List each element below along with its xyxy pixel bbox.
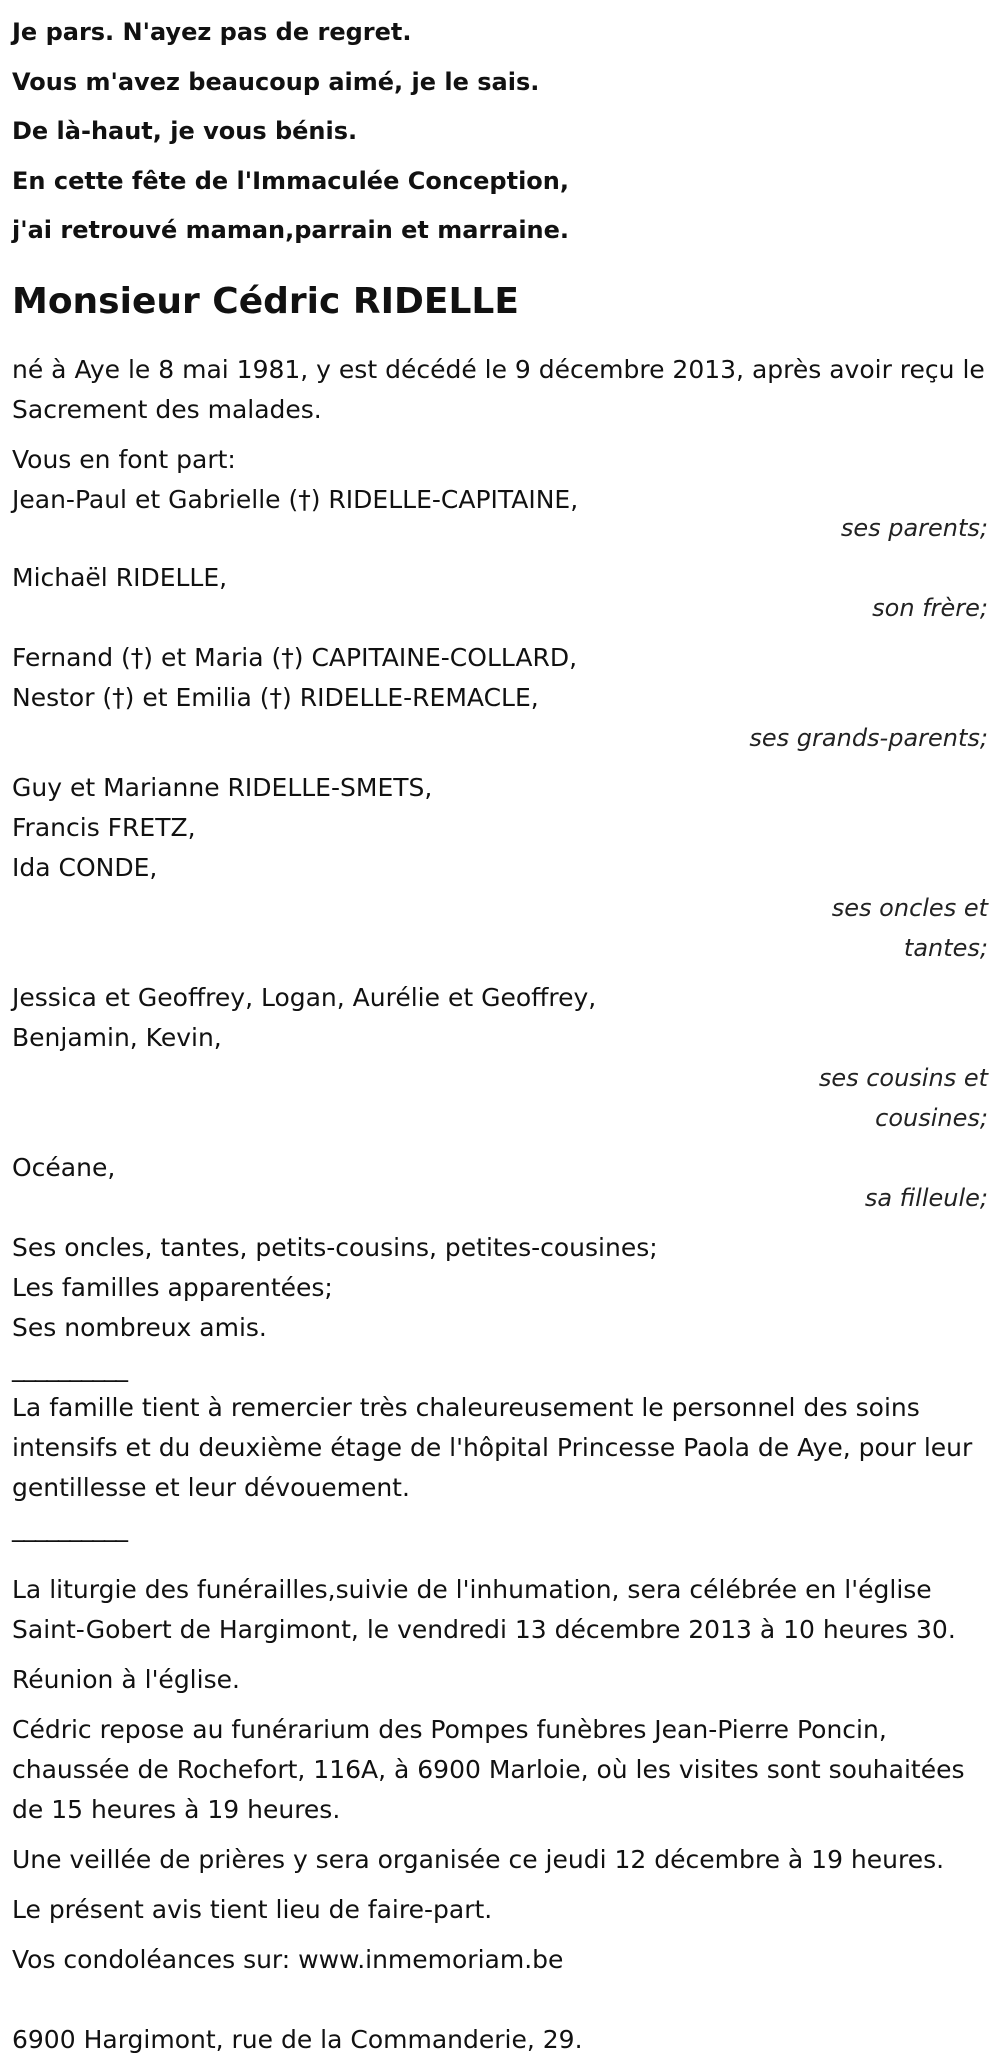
- others-line: Ses nombreux amis.: [12, 1312, 267, 1342]
- family-relation: sa filleule;: [864, 1183, 988, 1212]
- others-list: [12, 1228, 988, 1348]
- poem-line: Vous m'avez beaucoup aimé, je le sais.: [12, 67, 540, 96]
- family-relation: [788, 1058, 988, 1138]
- family-name: Jessica et Geoffrey, Logan, Aurélie et Geoffrey,: [12, 982, 597, 1012]
- relation-line: ses oncles et: [831, 893, 988, 922]
- birth-text: né à Aye le 8 mai 1981, y est décédé le 9 décembre 2013, après avoir reçu le Sacrement des malades.: [12, 354, 985, 424]
- separator: __________: [12, 1512, 127, 1542]
- family-grandparents: [12, 638, 988, 758]
- family-name: Francis FRETZ,: [12, 812, 196, 842]
- vigil-text: Une veillée de prières y sera organisée ce jeudi 12 décembre à 19 heures.: [12, 1844, 945, 1874]
- others-line: Les familles apparentées;: [12, 1272, 333, 1302]
- poem-line: De là-haut, je vous bénis.: [12, 117, 358, 145]
- others-line: Ses oncles, tantes, petits-cousins, petites-cousines;: [12, 1232, 658, 1262]
- intro-text: Vous en font part:: [12, 444, 236, 474]
- thanks-text: La famille tient à remercier très chaleureusement le personnel des soins intensifs et du deuxième étage de l'hôpital Princesse Paola de Aye, pour leur gentillesse et leur dévouement.: [12, 1392, 973, 1502]
- funeral-text: La liturgie des funérailles,suivie de l'inhumation, sera célébrée en l'église Saint-Gobert de Hargimont, le vendredi 13 décembre 2013 à 10 heures 30.: [12, 1574, 956, 1644]
- deceased-name: Monsieur Cédric RIDELLE: [12, 280, 519, 322]
- repose-text: Cédric repose au funérarium des Pompes funèbres Jean-Pierre Poncin, chaussée de Rochefort, 116A, à 6900 Marloie, où les visites sont souhaitées de 15 heures à 19 heures.: [12, 1714, 965, 1824]
- family-name: Jean-Paul et Gabrielle (†) RIDELLE-CAPITAINE,: [12, 484, 579, 514]
- family-name: Michaël RIDELLE,: [12, 562, 228, 592]
- relation-line: tantes;: [903, 933, 988, 962]
- family-name: Océane,: [12, 1152, 116, 1182]
- meeting-text: Réunion à l'église.: [12, 1664, 240, 1694]
- poem-line: Je pars. N'ayez pas de regret.: [12, 18, 412, 46]
- family-name: Nestor (†) et Emilia (†) RIDELLE-REMACLE,: [12, 682, 539, 712]
- family-relation: ses parents;: [840, 513, 988, 542]
- condolences-text: Vos condoléances sur: www.inmemoriam.be: [12, 1944, 564, 1974]
- relation-line: cousines;: [875, 1103, 988, 1132]
- family-relation: son frère;: [872, 593, 988, 622]
- family-name: Ida CONDE,: [12, 852, 158, 882]
- family-goddaughter: [12, 1148, 988, 1218]
- family-brother: [12, 558, 988, 628]
- notice-text: Le présent avis tient lieu de faire-part.: [12, 1894, 493, 1924]
- family-uncles: [12, 768, 988, 968]
- family-parents: [12, 480, 988, 548]
- poem-line: j'ai retrouvé maman,parrain et marraine.: [12, 216, 570, 244]
- separator: __________: [12, 1352, 127, 1382]
- family-relation: [788, 888, 988, 968]
- family-relation: ses grands-parents;: [749, 723, 988, 752]
- poem: [12, 0, 988, 256]
- family-name: Guy et Marianne RIDELLE-SMETS,: [12, 772, 433, 802]
- family-name: Fernand (†) et Maria (†) CAPITAINE-COLLARD,: [12, 642, 578, 672]
- family-name: Benjamin, Kevin,: [12, 1022, 222, 1052]
- family-cousins: [12, 978, 988, 1138]
- poem-line: En cette fête de l'Immaculée Conception,: [12, 166, 569, 195]
- relation-line: ses cousins et: [818, 1063, 988, 1092]
- address-text: 6900 Hargimont, rue de la Commanderie, 29.: [12, 2024, 583, 2054]
